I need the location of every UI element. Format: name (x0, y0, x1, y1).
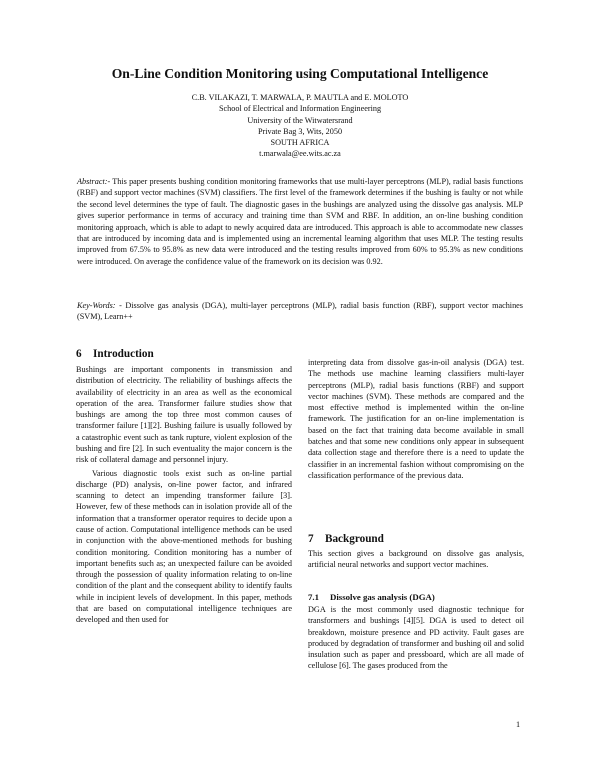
keywords (77, 300, 523, 323)
abstract (77, 176, 523, 267)
keywords-label: Key-Words: (77, 301, 116, 310)
right-column (308, 357, 524, 481)
intro-paragraph-2: Various diagnostic tools exist such as on-line partial discharge (PD) analysis, on-line power factor, and infrared scanning to detect an impending transformer failure [3]. However, few of these methods can in isolation provide all of the information that a transformer operator requires to decide upon a cause of action. Computational intelligence methods can be used in conjunction with the above-mentioned methods for bushing condition monitoring. Condition monitoring has a number of important benefits such as; an unexpected failure can be avoided through the possession of quality information relating to on-line condition of the plant and the consequent ability to identify faults while in incipient levels of development. In this paper, methods that are based on computational intelligence techniques are developed and then used for (76, 468, 292, 625)
author-block (0, 92, 600, 160)
dga-text (308, 604, 524, 672)
keywords-text: - Dissolve gas analysis (DGA), multi-layer perceptrons (MLP), radial basis function (RBF), support vector machines (SVM), Learn++ (77, 301, 523, 322)
author-names: C.B. VILAKAZI, T. MARWALA, P. MAUTLA and E. MOLOTO (191, 93, 409, 102)
background-paragraph-1: This section gives a background on dissolve gas analysis, artificial neural networks and support vector machines. (308, 549, 524, 570)
section-heading-background (308, 533, 384, 545)
page-number: 1 (516, 720, 521, 729)
subsection-number: 7.1 (308, 592, 319, 602)
left-column (76, 364, 292, 625)
subsection-title: Dissolve gas analysis (DGA) (330, 592, 435, 602)
section-heading-introduction (76, 348, 154, 360)
section-number: 6 (76, 348, 82, 360)
author-email: t.marwala@ee.wits.ac.za (259, 149, 341, 159)
abstract-label: Abstract:- (77, 177, 111, 186)
abstract-text: This paper presents bushing condition monitoring frameworks that use multi-layer perceptrons (MLP), radial basis functions (RBF) and support vector machines (SVM) classifiers. The first level of the framework determines if the bushing is faulty or not while the second level determines the type of fault. The diagnostic gases in the bushings are analyzed using the dissolve gas analysis. MLP gives superior performance in terms of accuracy and training time than SVM and RBF. In addition, an on-line bushing condition monitoring approach, which is able to adapt to newly acquired data are introduced. This approach is able to accommodate new classes that are introduced by incoming data and is implemented using an incremental learning algorithm that uses MLP. The testing results improved from 67.5% to 95.8% as new data were introduced and the testing results improved from 60% to 95.3% as new conditions were introduced. On average the confidence value of the framework on its decision was 0.92. (77, 177, 523, 266)
section-title: Background (325, 533, 384, 545)
intro-paragraph-3: interpreting data from dissolve gas-in-oil analysis (DGA) test. The methods use machine learning classifiers multi-layer perceptrons (MLP), radial basis functions (RBF) and support vector machines (SVM). These methods are compared and the most effective method is implemented within the on-line framework. The justification for an on-line implementation is based on the fact that training data become available in small batches and that some new conditions only appear in subsequent data collection stage and therefore there is a need to update the classifier in an incremental fashion without compromising on the classification performance of the previous data. (308, 358, 524, 480)
background-intro (308, 548, 524, 571)
paper-title: On-Line Condition Monitoring using Computational Intelligence (111, 66, 489, 81)
subsection-heading-dga (308, 592, 435, 602)
author-country: SOUTH AFRICA (270, 138, 330, 148)
author-university: University of the Witwatersrand (247, 115, 353, 125)
dga-paragraph-1: DGA is the most commonly used diagnostic technique for transformers and bushings [4][5]. DGA is used to detect oil breakdown, moisture presence and PD activity. Fault gases are produced by degradation of transformer and bushing oil and solid insulation such as paper and pressboard, which are all made of cellulose [6]. The gases produced from the (308, 605, 524, 671)
author-school: School of Electrical and Information Engineering (218, 104, 382, 114)
author-address: Private Bag 3, Wits, 2050 (257, 126, 343, 136)
section-number: 7 (308, 533, 314, 545)
section-title: Introduction (93, 348, 154, 360)
intro-paragraph-1: Bushings are important components in transmission and distribution of electricity. The reliability of bushings affects the availability of electricity in an area as well as the economical operation of the area. Transformer failure studies show that bushings are among the top three most common causes of transformer failure [1][2]. Bushing failure is usually followed by a catastrophic event such as tank rupture, violent explosion of the bushing and fire [2]. In such eventuality the major concern is the risk of collateral damage and personnel injury. (76, 365, 292, 465)
